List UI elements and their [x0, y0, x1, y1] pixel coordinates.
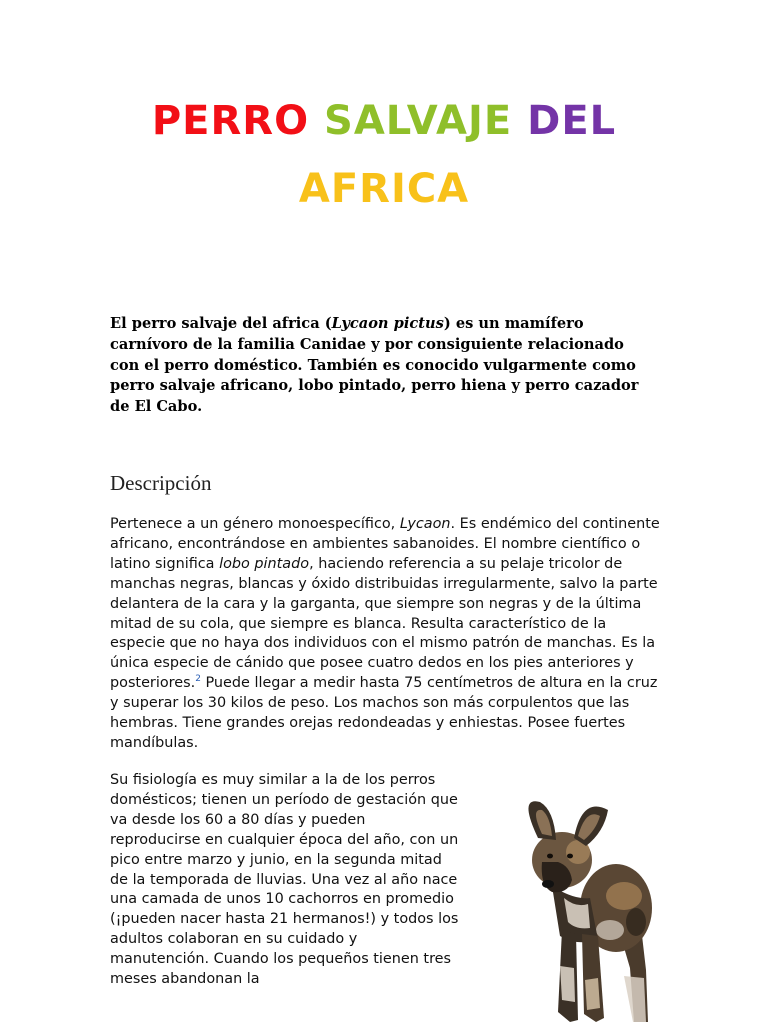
page-title-line-1 [0, 98, 768, 144]
title-word-salvaje: SALVAJE [324, 98, 513, 144]
desc-text-b: . Es endémico del continente africano, encontrándose en ambientes sabanoides. El nombre científico o latino significa [110, 516, 660, 572]
body-patch-dark [626, 908, 646, 936]
wild-dog-puppy-image [512, 790, 662, 1024]
genus-name: Lycaon [399, 516, 451, 532]
desc-text-a: Pertenece a un género monoespecífico, [110, 516, 400, 532]
intro-paragraph [110, 314, 655, 418]
body-patch-tan [606, 882, 642, 910]
title-word-perro: PERRO [151, 98, 310, 144]
title-word-africa: AFRICA [298, 166, 470, 212]
intro-text-start: El perro salvaje del africa ( [110, 315, 332, 332]
footnote-link[interactable]: 2 [195, 674, 201, 685]
eye-right [567, 854, 573, 859]
title-word-del: DEL [527, 98, 617, 144]
section-heading-descripcion: Descripción [110, 471, 212, 495]
page-title-line-2 [0, 166, 768, 212]
eye-left [547, 854, 553, 859]
description-paragraph-2: Su fisiología es muy similar a la de los perros domésticos; tienen un período de gestación que va desde los 60 a 80 días y pueden reproducirse en cualquier época del año, con un pico entre marzo y junio, en la segunda mitad de la temporada de lluvias. Una vez al año nace una camada de unos 10 cachorros en promedio (¡pueden nacer hasta 21 hermanos!) y todos los adultos colaboran en su cuidado y manutención. Cuando los pequeños tienen tres meses abandonan la [110, 772, 459, 988]
scientific-name: Lycaon pictus [331, 315, 444, 332]
intro-text-end: ) es un mamífero carnívoro de la familia Canidae y por consiguiente relacionado con el perro doméstico. También es conocido vulgarmente como perro salvaje africano, lobo pintado, perro hiena y perro cazador de El Cabo. [110, 315, 639, 416]
nose [542, 880, 554, 888]
wild-dog-puppy-illustration [512, 790, 662, 1024]
body-patch-light [596, 920, 624, 940]
desc-text-c: , haciendo referencia a su pelaje tricolor de manchas negras, blancas y óxido distribuidas irregularmente, salvo la parte delantera de la cara y la garganta, que siempre son negras y de la última mitad de su cola, que siempre es blanca. Resulta característico de la especie que no haya dos individuos con el mismo patrón de manchas. Es la única especie de cánido que posee cuatro dedos en los pies anteriores y posteriores. [110, 555, 658, 692]
front-leg-left-spot [560, 966, 575, 1002]
name-meaning: lobo pintado [219, 555, 310, 572]
desc-text-d: Puede llegar a medir hasta 75 centímetros de altura en la cruz y superar los 30 kilos de peso. Los machos son más corpulentos que las hembras. Tiene grandes orejas redondeadas y enhiestas. Posee fuertes mandíbulas. [110, 675, 658, 751]
back-leg-spot [624, 976, 646, 1022]
front-leg-right-spot [585, 978, 600, 1010]
description-paragraph-1 [110, 515, 662, 754]
